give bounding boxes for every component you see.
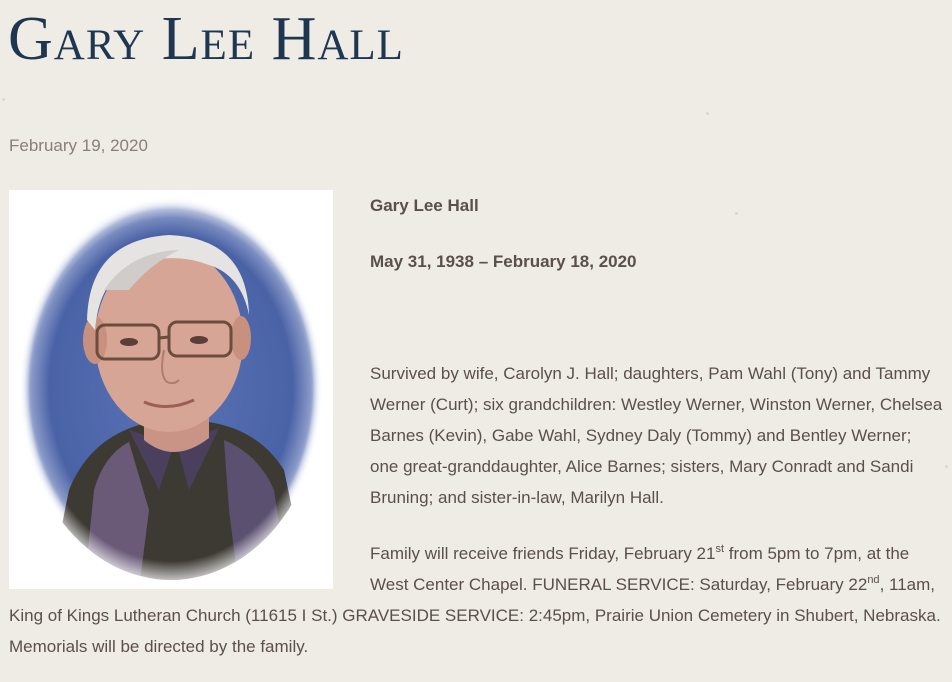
ordinal-suffix: st — [715, 543, 725, 555]
post-date: February 19, 2020 — [9, 136, 148, 155]
life-dates: May 31, 1938 – February 18, 2020 — [370, 252, 637, 271]
paper-texture — [945, 465, 948, 468]
ordinal-suffix: nd — [867, 574, 880, 586]
service-text: , 11am, King of Kings Lutheran Church (11615 I St.) GRAVESIDE SERVICE: 2:45pm, Prairie Union Cemetery in Shubert, Nebraska. Memorials will be directed by the family. — [9, 575, 941, 656]
obituary-body — [9, 190, 943, 662]
service-text: Family will receive friends Friday, February 21 — [370, 544, 716, 563]
paper-texture — [706, 112, 709, 115]
survivors-paragraph: Survived by wife, Carolyn J. Hall; daughters, Pam Wahl (Tony) and Tammy Werner (Curt); six grandchildren: Westley Werner, Winston Werner, Chelsea Barnes (Kevin), Gabe Wahl, Sydney Daly (Tommy) and Bentley Werner; one great-granddaughter, Alice Barnes; sisters, Mary Conradt and Sandi Bruning; and sister-in-law, Marilyn Hall. — [370, 364, 943, 507]
deceased-name: Gary Lee Hall — [370, 196, 479, 215]
page-title: Gary Lee Hall — [8, 5, 404, 73]
paper-texture — [2, 98, 5, 101]
service-text: from 5pm to 7pm, at the West Center Chapel. FUNERAL SERVICE: Saturday, February 22 — [370, 544, 910, 594]
